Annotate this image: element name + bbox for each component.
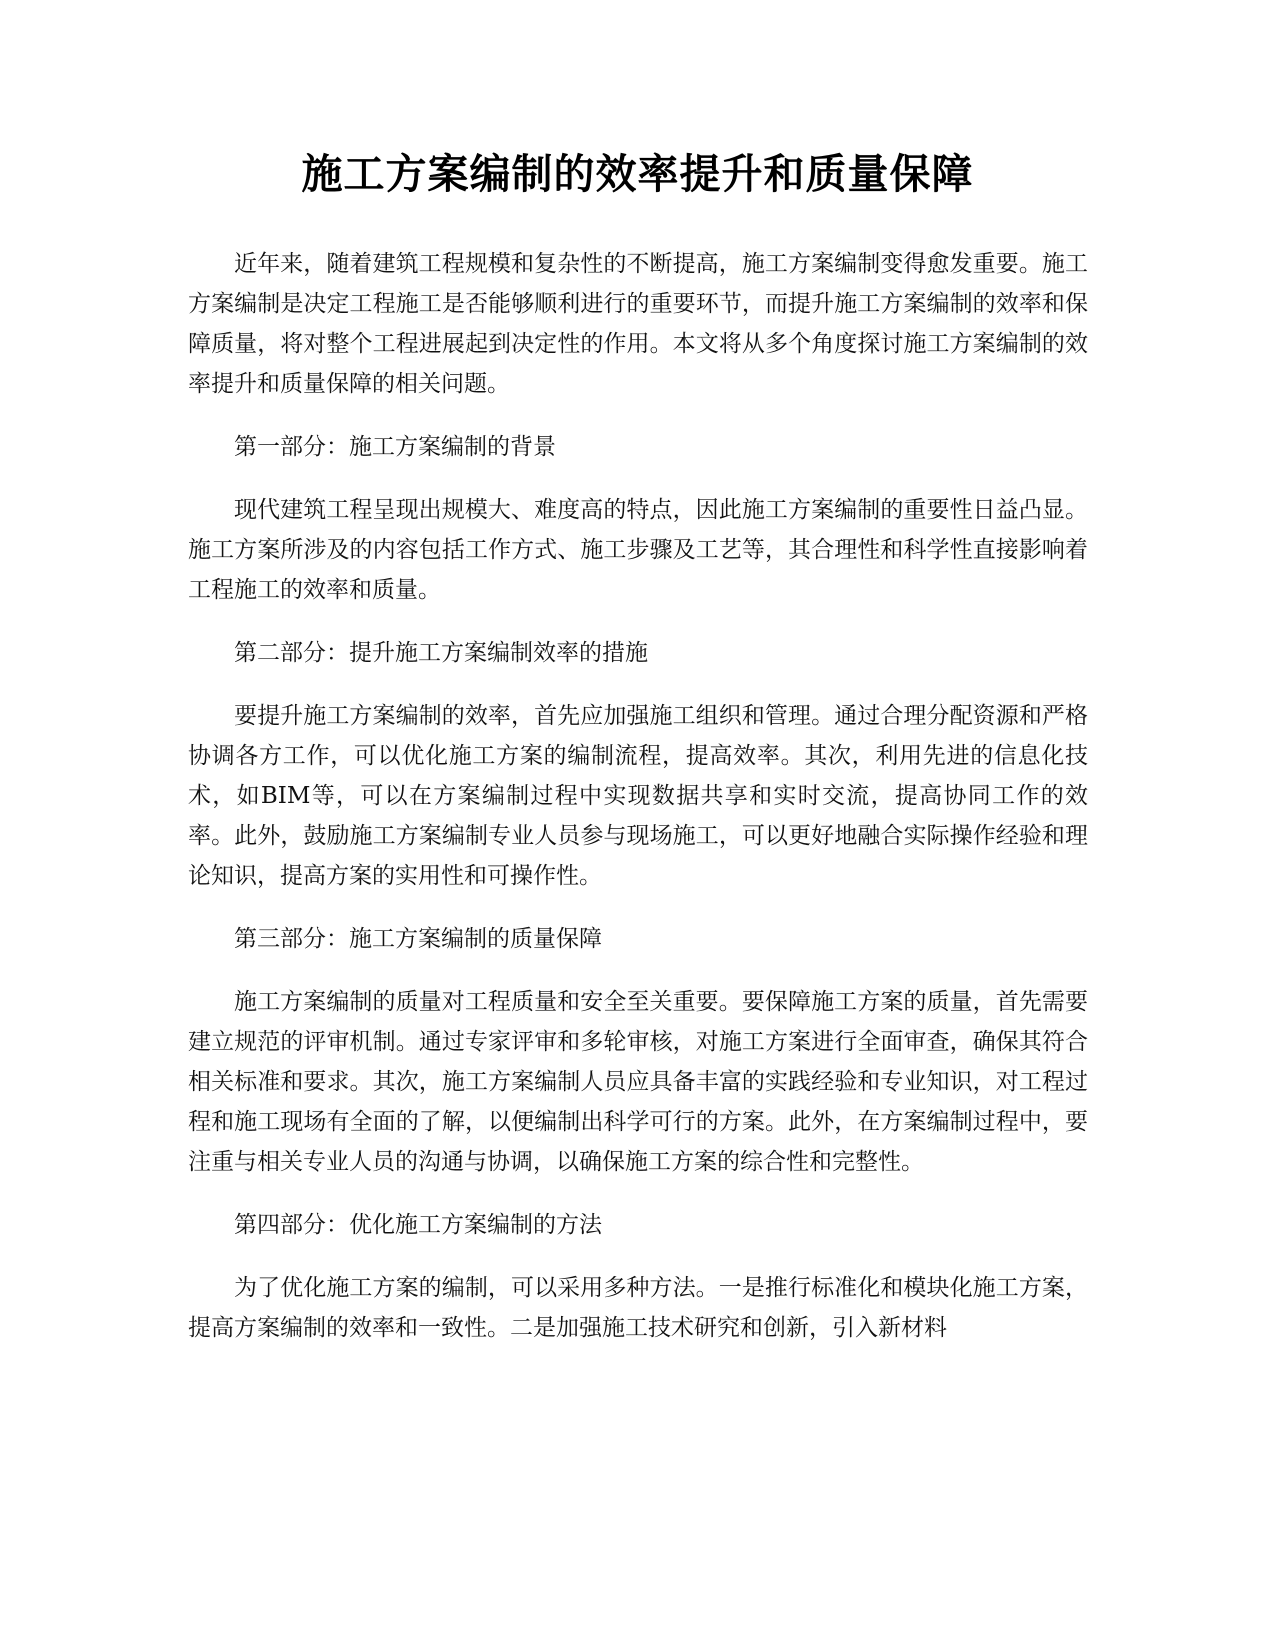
section-4-paragraph: 为了优化施工方案的编制，可以采用多种方法。一是推行标准化和模块化施工方案，提高方案编制的效率和一致性。二是加强施工技术研究和创新，引入新材料 [188,1275,1088,1341]
section-heading-1: 第一部分：施工方案编制的背景 [234,434,556,460]
section-3-paragraph: 施工方案编制的质量对工程质量和安全至关重要。要保障施工方案的质量，首先需要建立规范的评审机制。通过专家评审和多轮审核，对施工方案进行全面审查，确保其符合相关标准和要求。其次，施工方案编制人员应具备丰富的实践经验和专业知识，对工程过程和施工现场有全面的了解，以便编制出科学可行的方案。此外，在方案编制过程中，要注重与相关专业人员的沟通与协调，以确保施工方案的综合性和完整性。 [188,989,1088,1175]
section-1-paragraph: 现代建筑工程呈现出规模大、难度高的特点，因此施工方案编制的重要性日益凸显。施工方案所涉及的内容包括工作方式、施工步骤及工艺等，其合理性和科学性直接影响着工程施工的效率和质量。 [188,497,1088,603]
section-heading-2: 第二部分：提升施工方案编制效率的措施 [234,640,648,666]
document-body [188,244,1088,1371]
document-title: 施工方案编制的效率提升和质量保障 [301,150,974,198]
intro-paragraph: 近年来，随着建筑工程规模和复杂性的不断提高，施工方案编制变得愈发重要。施工方案编制是决定工程施工是否能够顺利进行的重要环节，而提升施工方案编制的效率和保障质量，将对整个工程进展起到决定性的作用。本文将从多个角度探讨施工方案编制的效率提升和质量保障的相关问题。 [188,251,1088,397]
section-heading-3: 第三部分：施工方案编制的质量保障 [234,926,602,952]
section-2-paragraph: 要提升施工方案编制的效率，首先应加强施工组织和管理。通过合理分配资源和严格协调各方工作，可以优化施工方案的编制流程，提高效率。其次，利用先进的信息化技术，如BIM等，可以在方案编制过程中实现数据共享和实时交流，提高协同工作的效率。此外，鼓励施工方案编制专业人员参与现场施工，可以更好地融合实际操作经验和理论知识，提高方案的实用性和可操作性。 [188,703,1088,889]
section-heading-4: 第四部分：优化施工方案编制的方法 [234,1212,602,1238]
